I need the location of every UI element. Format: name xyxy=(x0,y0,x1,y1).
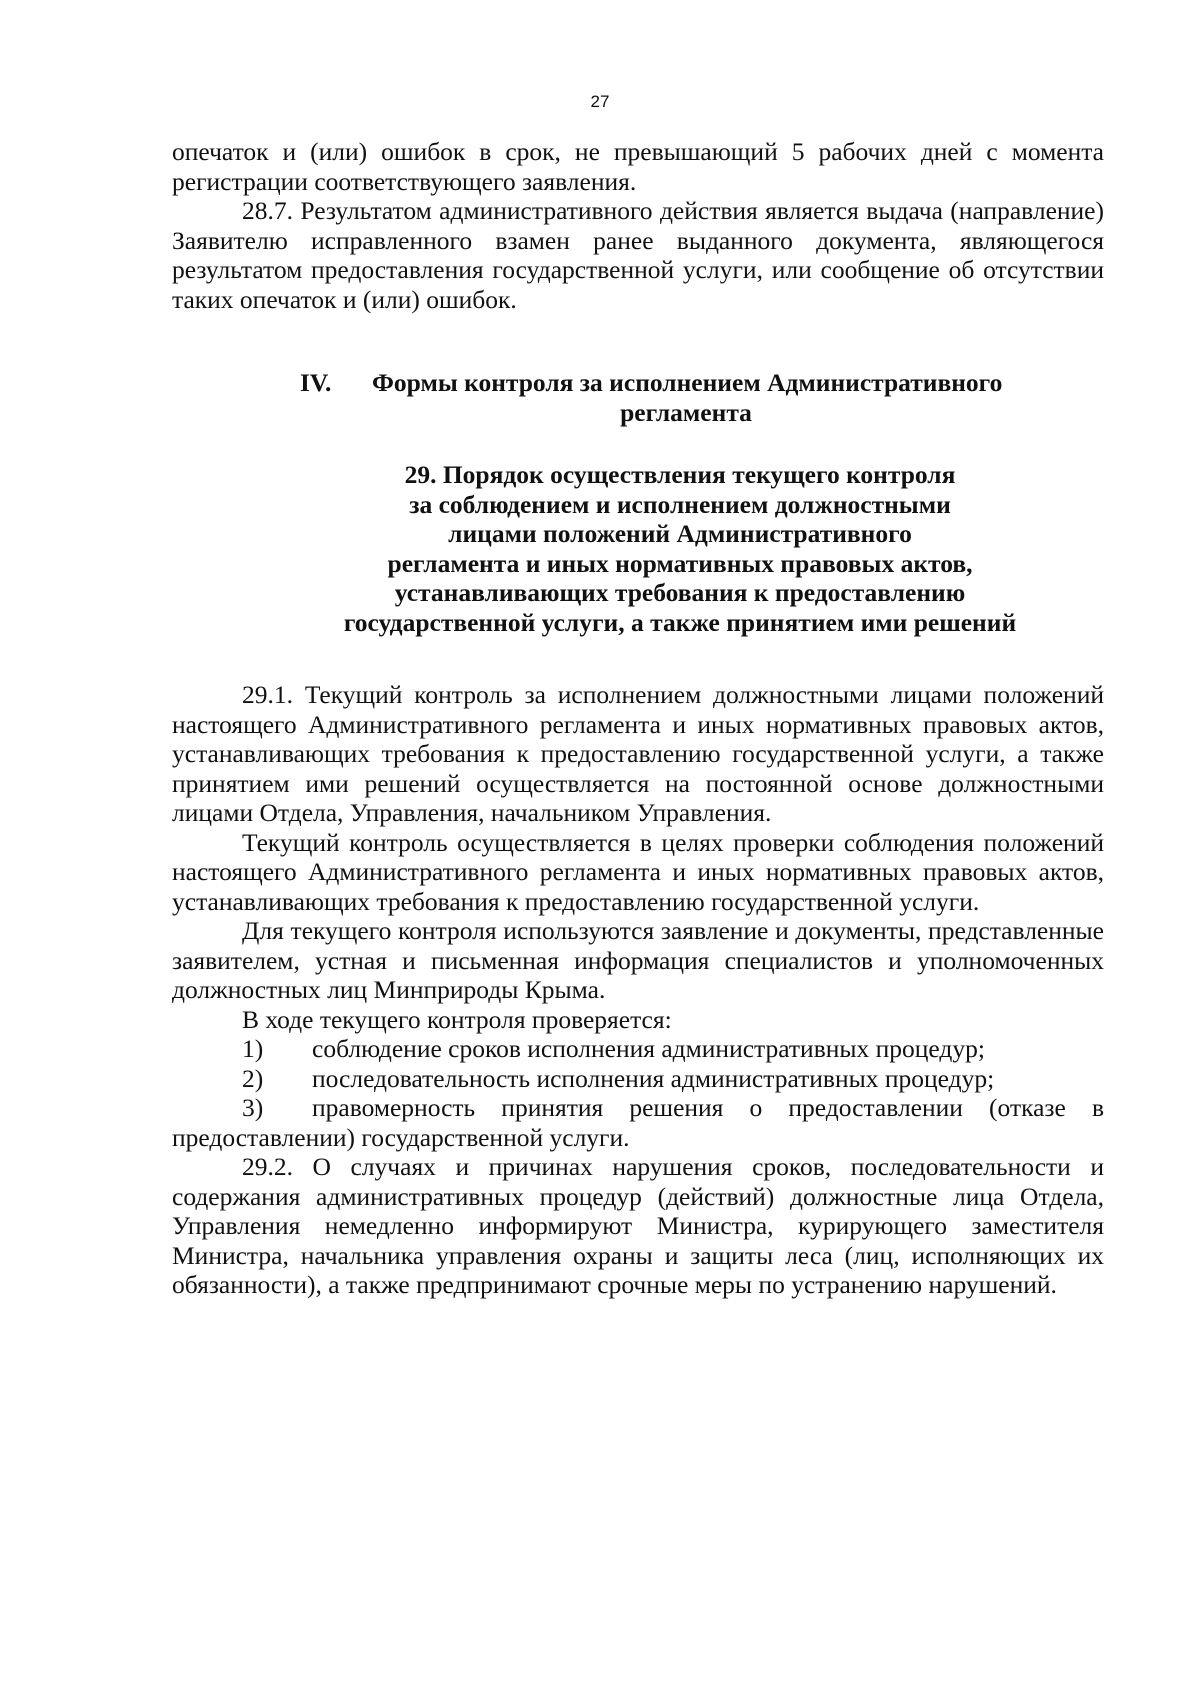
paragraph-control-sources: Для текущего контроля используются заявление и документы, представленные заявителем, устная и письменная информация специалистов и уполномоченных должностных лиц Минприроды Крыма. xyxy=(172,916,1104,1004)
paragraph-29-1: 29.1. Текущий контроль за исполнением должностными лицами положений настоящего Административного регламента и иных нормативных правовых актов, устанавливающих требования к предоставлению государственной услуги, а также принятием ими решений осуществляется на постоянной основе должностными лицами Отдела, Управления, начальником Управления. xyxy=(172,680,1104,827)
section-29-title-line: устанавливающих требования к предоставлению xyxy=(394,578,966,607)
list-item-text: последовательность исполнения административных процедур; xyxy=(312,1063,995,1093)
paragraph-28-7: 28.7. Результатом административного действия является выдача (направление) Заявителю исправленного взамен ранее выданного документа, являющегося результатом предоставления государственной услуги, или сообщение об отсутствии таких опечаток и (или) ошибок. xyxy=(172,196,1104,314)
intro-block xyxy=(172,137,1104,314)
section-29-title-line: 29. Порядок осуществления текущего контроля xyxy=(404,460,956,489)
list-item xyxy=(172,1034,1104,1064)
list-item-number: 3) xyxy=(242,1093,264,1122)
section-29-title-line: за соблюдением и исполнением должностными xyxy=(409,489,951,519)
section-iv-heading xyxy=(300,368,1060,427)
list-item-text: правомерность принятия решения о предоставлении (отказе в предоставлении) государственной услуги. xyxy=(172,1093,1104,1152)
list-item xyxy=(172,1093,1104,1152)
section-29-body xyxy=(172,680,1104,1300)
list-item xyxy=(172,1064,1104,1094)
section-iv-number: IV. xyxy=(300,368,332,397)
section-iv-title-line2: регламента xyxy=(620,397,752,427)
paragraph-29-2: 29.2. О случаях и причинах нарушения сроков, последовательности и содержания административных процедур (действий) должностные лица Отдела, Управления немедленно информируют Министра, курирующего заместителя Министра, начальника управления охраны и защиты леса (лиц, исполняющих их обязанности), а также предпринимают срочные меры по устранению нарушений. xyxy=(172,1152,1104,1299)
section-29-heading xyxy=(290,460,1070,637)
section-iv-title-line1: Формы контроля за исполнением Административного xyxy=(372,368,1003,397)
list-item-number: 1) xyxy=(242,1034,264,1063)
section-29-title-line: государственной услуги, а также принятием ими решений xyxy=(343,607,1017,637)
section-29-title-line: лицами положений Административного xyxy=(448,519,912,548)
page-number: 27 xyxy=(590,92,610,111)
paragraph-continuation: опечаток и (или) ошибок в срок, не превышающий 5 рабочих дней с момента регистрации соответствующего заявления. xyxy=(172,137,1104,196)
list-item-number: 2) xyxy=(242,1063,264,1093)
paragraph-checked-items-intro: В ходе текущего контроля проверяется: xyxy=(242,1004,672,1034)
paragraph-control-purpose: Текущий контроль осуществляется в целях проверки соблюдения положений настоящего Административного регламента и иных нормативных правовых актов, устанавливающих требования к предоставлению государственной услуги. xyxy=(172,827,1104,916)
list-item-text: соблюдение сроков исполнения административных процедур; xyxy=(312,1034,985,1063)
section-29-title-line: регламента и иных нормативных правовых актов, xyxy=(387,548,973,578)
